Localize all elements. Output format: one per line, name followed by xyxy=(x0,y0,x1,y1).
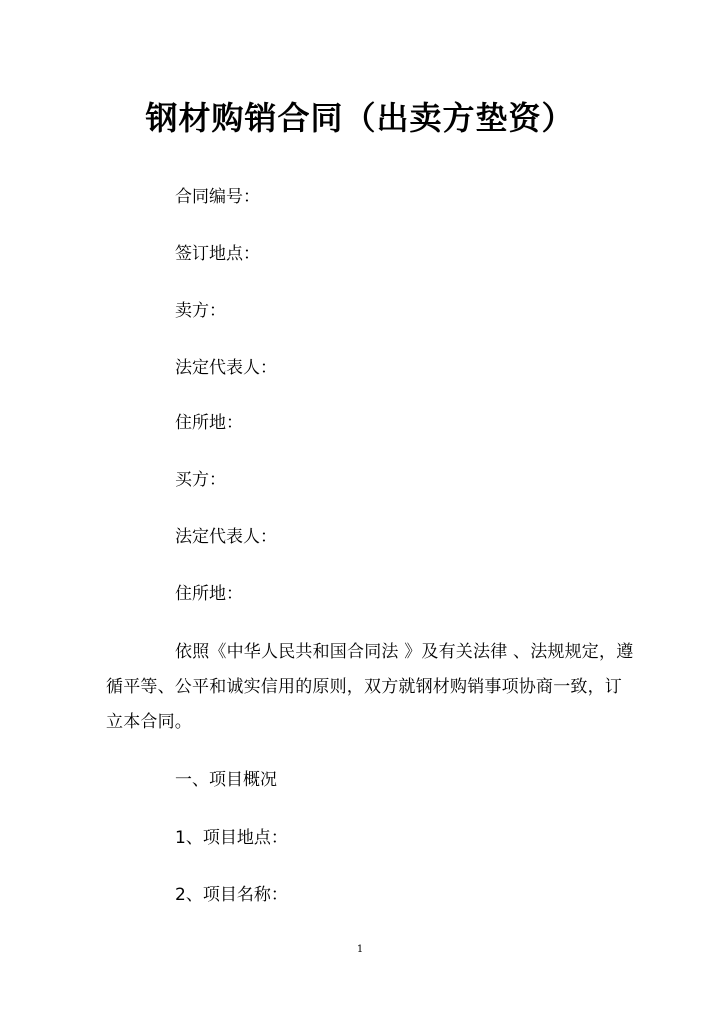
contract-number-label: 合同编号： xyxy=(175,187,260,207)
seller-legal-representative-label: 法定代表人： xyxy=(175,358,277,378)
intro-line: 立本合同。 xyxy=(106,712,192,732)
intro-line: 依照《中华人民共和国合同法 》及有关法律 、法规规定，遵 xyxy=(175,642,634,662)
seller-label: 卖方： xyxy=(175,301,226,321)
page-number: 1 xyxy=(356,944,364,955)
intro-paragraph xyxy=(106,635,634,740)
item-project-name: 2、项目名称： xyxy=(175,885,288,905)
intro-line: 循平等、公平和诚实信用的原则，双方就钢材购销事项协商一致，订 xyxy=(106,677,622,697)
seller-address-label: 住所地： xyxy=(175,413,243,433)
buyer-address-label: 住所地： xyxy=(175,584,243,604)
document-title: 钢材购销合同（出卖方垫资） xyxy=(145,99,575,137)
item-project-location: 1、项目地点： xyxy=(175,828,288,848)
buyer-legal-representative-label: 法定代表人： xyxy=(175,527,277,547)
signing-place-label: 签订地点： xyxy=(175,244,260,264)
section-heading: 一、项目概况 xyxy=(175,770,277,790)
buyer-label: 买方： xyxy=(175,470,226,490)
